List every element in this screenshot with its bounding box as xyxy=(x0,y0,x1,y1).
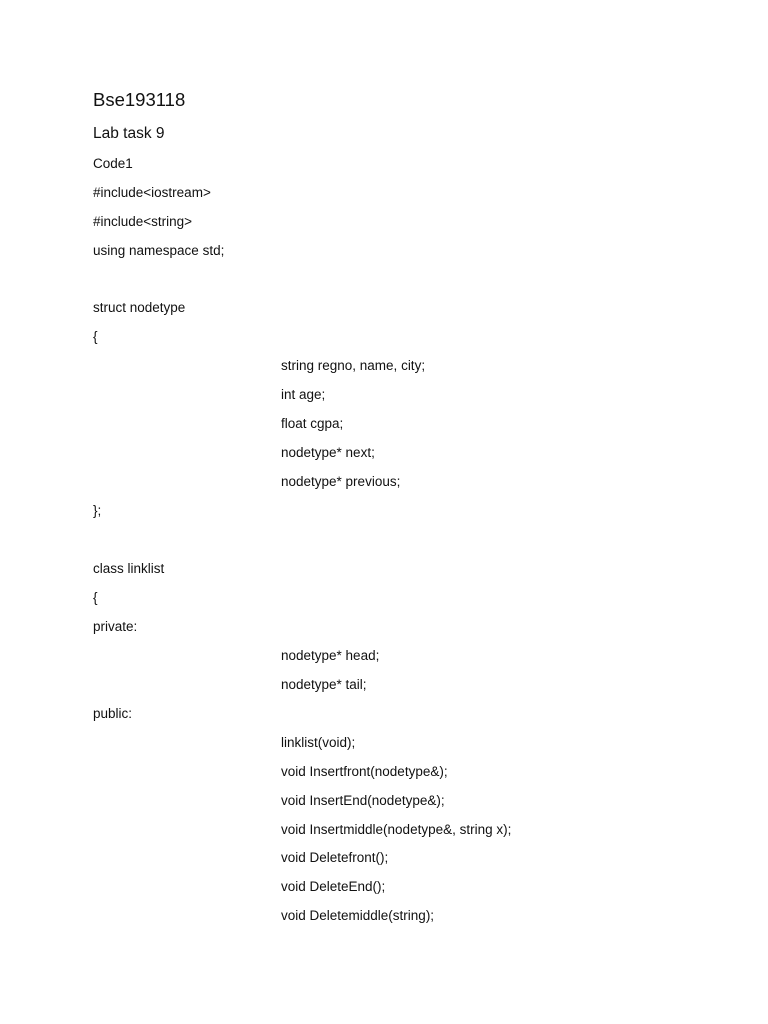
section-heading: Code1 xyxy=(93,156,133,171)
code-line: using namespace std; xyxy=(93,243,225,258)
code-line: float cgpa; xyxy=(281,416,344,431)
code-line: private: xyxy=(93,619,138,634)
code-line: linklist(void); xyxy=(281,735,356,750)
code-line: public: xyxy=(93,706,133,721)
code-line: #include<iostream> xyxy=(93,185,211,200)
code-line: #include<string> xyxy=(93,214,193,229)
code-line: struct nodetype xyxy=(93,300,186,315)
code-line: void InsertEnd(nodetype&); xyxy=(281,793,445,808)
code-line: nodetype* next; xyxy=(281,445,375,460)
code-line: void Insertfront(nodetype&); xyxy=(281,764,448,779)
code-line: { xyxy=(93,590,98,605)
code-line: void DeleteEnd(); xyxy=(281,879,386,894)
code-line: nodetype* tail; xyxy=(281,677,367,692)
code-line: void Insertmiddle(nodetype&, string x); xyxy=(281,822,512,837)
code-line: { xyxy=(93,329,98,344)
code-line: nodetype* previous; xyxy=(281,474,401,489)
code-line: string regno, name, city; xyxy=(281,358,426,373)
code-line: void Deletemiddle(string); xyxy=(281,908,435,923)
code-line: class linklist xyxy=(93,561,165,576)
code-line: void Deletefront(); xyxy=(281,850,389,865)
document-title: Bse193118 xyxy=(93,89,186,110)
code-line: }; xyxy=(93,503,102,518)
code-line: nodetype* head; xyxy=(281,648,380,663)
document-subtitle: Lab task 9 xyxy=(93,125,165,142)
code-line: int age; xyxy=(281,387,326,402)
